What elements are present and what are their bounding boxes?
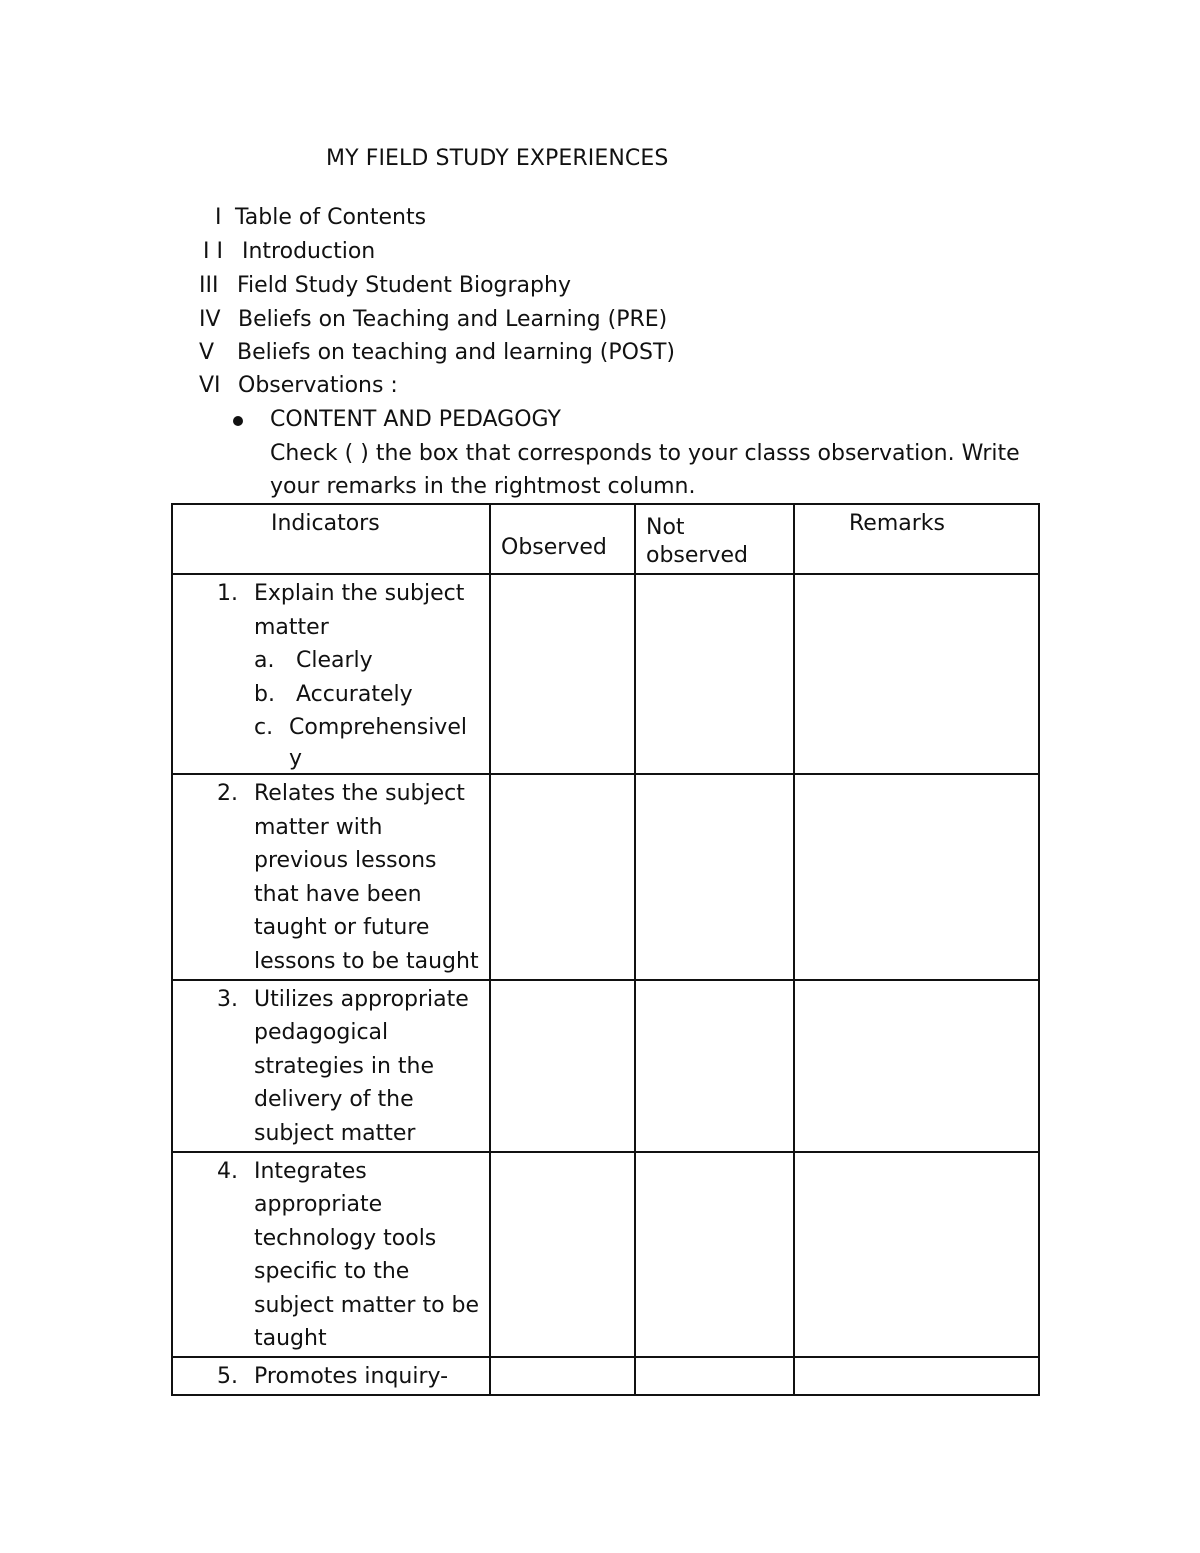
indicator-number: 3. xyxy=(217,986,238,1012)
indicator-text: pedagogical xyxy=(254,1020,389,1046)
not-observed-cell[interactable] xyxy=(635,980,794,1152)
indicator-text: that have been xyxy=(254,881,422,907)
indicator-text: specific to the xyxy=(254,1259,410,1285)
observation-table xyxy=(171,503,1040,1396)
indicator-text: appropriate xyxy=(254,1192,383,1218)
toc-item-number: I I xyxy=(203,239,223,264)
remarks-cell[interactable] xyxy=(794,774,1039,980)
not-observed-cell[interactable] xyxy=(635,774,794,980)
header-indicators: Indicators xyxy=(172,504,490,574)
toc-item-label: Field Study Student Biography xyxy=(237,273,571,298)
indicator-text: delivery of the xyxy=(254,1087,414,1113)
toc-item-label: Table of Contents xyxy=(235,205,427,230)
table-row xyxy=(172,1152,1039,1358)
indicator-text: subject matter to be xyxy=(254,1292,480,1318)
sub-item-text: Clearly xyxy=(296,648,373,674)
indicator-text: technology tools xyxy=(254,1225,437,1251)
toc-item-label: Observations : xyxy=(238,373,398,398)
indicator-number: 4. xyxy=(217,1158,238,1184)
table-row xyxy=(172,774,1039,980)
not-observed-cell[interactable] xyxy=(635,574,794,774)
table-header-row xyxy=(172,504,1039,574)
indicator-cell xyxy=(172,774,490,980)
indicator-cell xyxy=(172,980,490,1152)
sub-item-letter: b. xyxy=(254,681,275,707)
remarks-cell[interactable] xyxy=(794,574,1039,774)
indicator-text: Explain the subject xyxy=(254,581,465,606)
header-remarks: Remarks xyxy=(794,504,1039,574)
toc-item-label: Introduction xyxy=(242,239,376,264)
indicator-number: 5. xyxy=(217,1364,238,1390)
observed-cell[interactable] xyxy=(490,980,635,1152)
remarks-cell[interactable] xyxy=(794,1152,1039,1358)
indicator-text: strategies in the xyxy=(254,1053,434,1079)
instruction-text: Check ( ) the box that corresponds to your classs observation. Write xyxy=(270,441,1020,466)
header-not-observed-line: Not xyxy=(646,515,685,540)
toc-item-number: IV xyxy=(199,307,221,332)
remarks-cell[interactable] xyxy=(794,980,1039,1152)
page-title: MY FIELD STUDY EXPERIENCES xyxy=(326,146,669,171)
sub-item-letter: c. xyxy=(254,715,274,741)
indicator-number: 1. xyxy=(217,581,238,606)
toc-item-label: Beliefs on teaching and learning (POST) xyxy=(237,340,675,365)
header-not-observed xyxy=(635,504,794,574)
indicator-text: matter with xyxy=(254,814,383,840)
not-observed-cell[interactable] xyxy=(635,1357,794,1395)
indicator-cell xyxy=(172,574,490,774)
table-row xyxy=(172,574,1039,774)
observed-cell[interactable] xyxy=(490,574,635,774)
table-row xyxy=(172,980,1039,1152)
indicator-text: Utilizes appropriate xyxy=(254,986,469,1012)
remarks-cell[interactable] xyxy=(794,1357,1039,1395)
not-observed-cell[interactable] xyxy=(635,1152,794,1358)
indicator-text: Promotes inquiry- xyxy=(254,1364,449,1390)
indicator-text: previous lessons xyxy=(254,848,437,874)
observed-cell[interactable] xyxy=(490,1357,635,1395)
indicator-text: subject matter xyxy=(254,1120,416,1146)
sub-item xyxy=(254,678,486,712)
toc-item-number: VI xyxy=(199,373,221,398)
indicator-text: taught xyxy=(254,1326,327,1352)
indicator-text: taught or future xyxy=(254,915,430,941)
indicator-text: Integrates xyxy=(254,1158,367,1184)
toc-item-number: III xyxy=(199,273,219,298)
toc-item-number: V xyxy=(199,340,215,365)
indicator-number: 2. xyxy=(217,780,238,806)
sub-item-text: Accurately xyxy=(296,681,413,707)
toc-item-label: Beliefs on Teaching and Learning (PRE) xyxy=(238,307,668,332)
indicator-cell xyxy=(172,1152,490,1358)
observed-cell[interactable] xyxy=(490,774,635,980)
toc-item-number: I xyxy=(215,205,222,230)
indicator-text: matter xyxy=(254,614,329,640)
indicator-text: Relates the subject xyxy=(254,780,465,806)
instruction-text: your remarks in the rightmost column. xyxy=(270,474,696,499)
indicator-cell xyxy=(172,1357,490,1395)
sub-item-text: y xyxy=(289,745,303,771)
observed-cell[interactable] xyxy=(490,1152,635,1358)
table-row xyxy=(172,1357,1039,1395)
bullet-icon xyxy=(233,416,243,426)
sub-item xyxy=(254,644,486,678)
header-observed: Observed xyxy=(490,504,635,574)
sub-item-letter: a. xyxy=(254,648,275,674)
section-heading: CONTENT AND PEDAGOGY xyxy=(270,407,561,432)
sub-item-text: Comprehensivel xyxy=(289,715,467,741)
sub-item xyxy=(254,711,486,745)
header-not-observed-line: observed xyxy=(646,543,748,568)
indicator-text: lessons to be taught xyxy=(254,948,479,974)
